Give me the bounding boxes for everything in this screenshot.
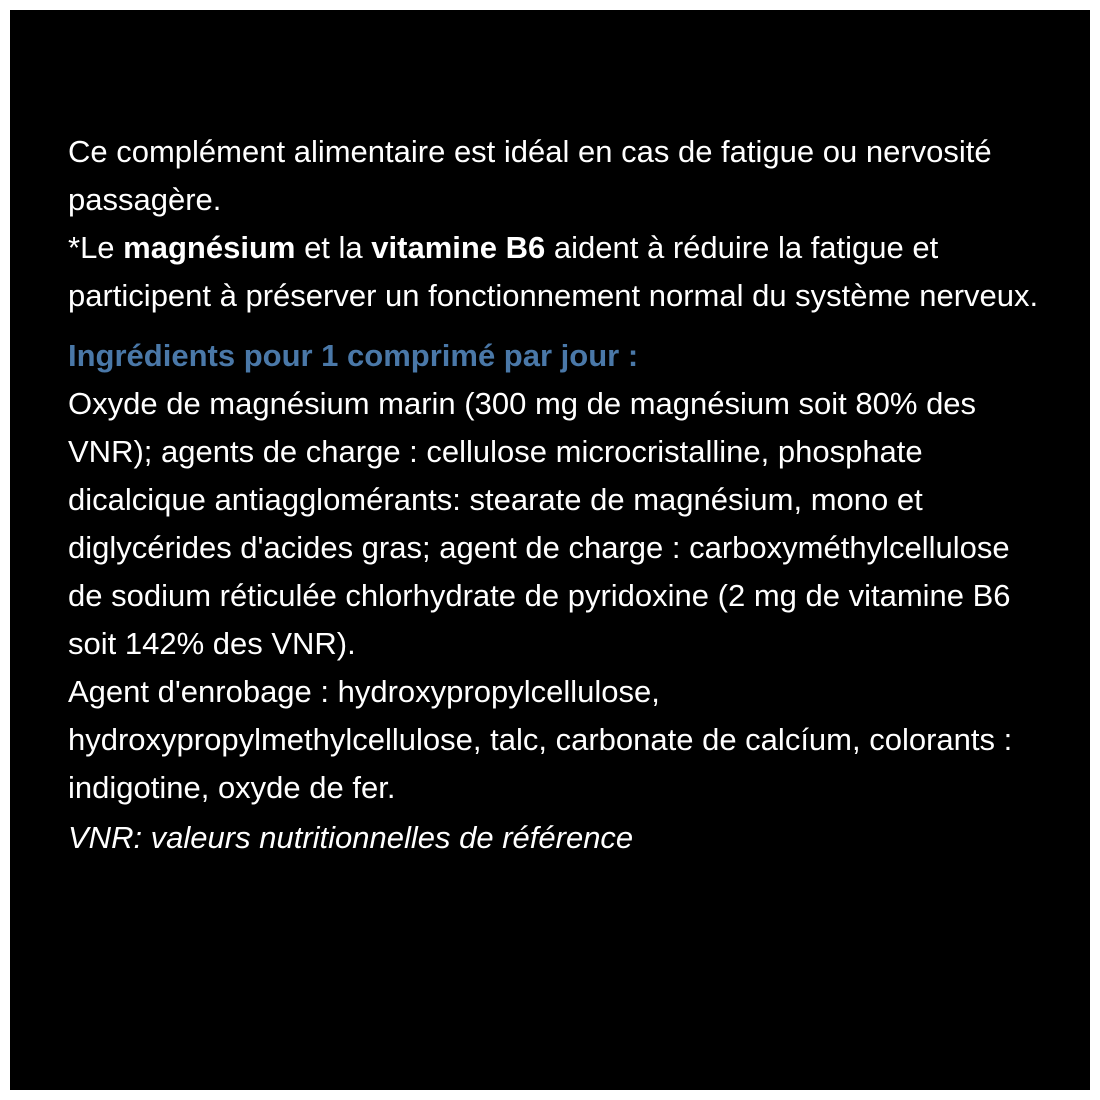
claim-magnesium: magnésium [123, 230, 296, 265]
product-info-panel [10, 10, 1090, 1090]
claim-suffix: aident à réduire la fatigue et participent à préserver un fonctionnement normal du système nerveux. [68, 230, 1039, 313]
claim-vitamin: vitamine B6 [371, 230, 546, 265]
intro-section [68, 128, 1048, 320]
ingredients-section [68, 380, 1048, 812]
vnr-note: VNR: valeurs nutritionnelles de référence [68, 820, 634, 855]
claim-mid: et la [295, 230, 372, 265]
ingredients-title: Ingrédients pour 1 comprimé par jour : [68, 338, 639, 373]
intro-line: Ce complément alimentaire est idéal en cas de fatigue ou nervosité passagère. [68, 134, 992, 217]
content [68, 128, 1048, 862]
claim-line [68, 224, 1048, 320]
claim-prefix: *Le [68, 230, 124, 265]
ingredients-body: Oxyde de magnésium marin (300 mg de magnésium soit 80% des VNR); agents de charge : cellulose microcristalline, phosphate dicalcique antiagglomérants: stearate de magnésium, mono et diglycérides d'acides gras; agent de charge : carboxyméthylcellulose de sodium réticulée chlorhydrate de pyridoxine (2 mg de vitamine B6 soit 142% des VNR). [68, 386, 1011, 661]
coating-body: Agent d'enrobage : hydroxypropylcellulose, hydroxypropylmethylcellulose, talc, carbonate de calcíum, colorants : indigotine, oxyde de fer. [68, 674, 1013, 805]
